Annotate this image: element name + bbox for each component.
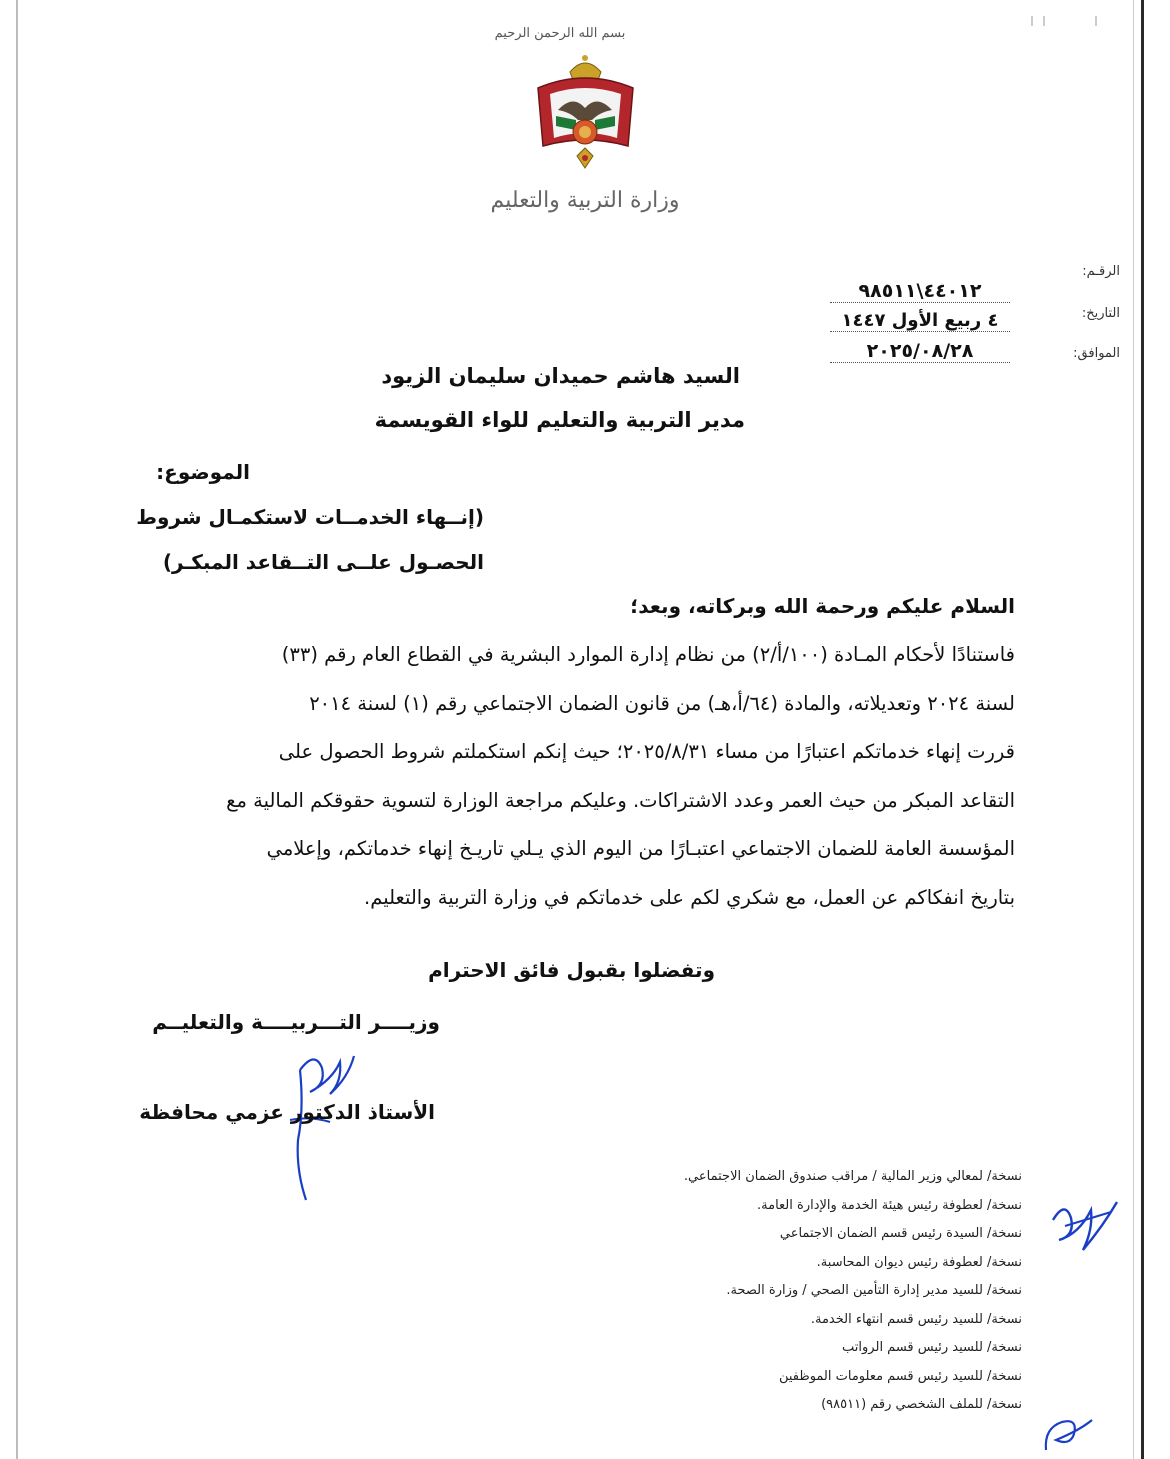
signatory-name: الأستاذ الدكتور عزمي محافظة [139, 1100, 435, 1124]
page-edge-left [16, 0, 18, 1459]
copy-item: نسخة/ لعطوفة رئيس ديوان المحاسبة. [816, 1254, 1022, 1270]
copy-item: نسخة/ للسيد رئيس قسم معلومات الموظفين [778, 1368, 1022, 1384]
body-line: لسنة ٢٠٢٤ وتعديلاته، والمادة (٦٤/أ،هـ) من قانون الضمان الاجتماعي رقم (١) لسنة ٢٠١٤ [309, 691, 1015, 715]
basmala: بسم الله الرحمن الرحيم [494, 26, 626, 41]
number-label: الرقـم: [1082, 264, 1120, 279]
number-value: ٤٤٠١٢\٩٨٥١١ [830, 280, 1010, 303]
letter-body [157, 631, 1015, 922]
subject-line-2: الحصـول علــى التــقاعد المبكـر) [162, 550, 484, 574]
date-value: ٤ ربيع الأول ١٤٤٧ [830, 310, 1010, 332]
corner-marks [1030, 14, 1110, 31]
copy-item: نسخة/ لعطوفة رئيس هيئة الخدمة والإدارة العامة. [757, 1197, 1022, 1213]
body-line: المؤسسة العامة للضمان الاجتماعي اعتبـارًا من اليوم الذي يـلي تاريـخ إنهاء خدماتكم، وإعلامي [266, 837, 1015, 860]
copy-item: نسخة/ للسيد رئيس قسم انتهاء الخدمة. [810, 1311, 1022, 1327]
body-line: فاستنادًا لأحكام المـادة (١٠٠/أ/٢) من نظام إدارة الموارد البشرية في القطاع العام رقم (٣٣) [281, 643, 1015, 666]
copy-item: نسخة/ السيدة رئيس قسم الضمان الاجتماعي [779, 1226, 1022, 1241]
greeting: السلام عليكم ورحمة الله وبركاته، وبعد؛ [630, 594, 1015, 618]
initials-mark-icon [1045, 1190, 1125, 1260]
body-line: بتاريخ انفكاكم عن العمل، مع شكري لكم على خدماتكم في وزارة التربية والتعليم. [364, 885, 1015, 909]
initials-mark-2-icon [1040, 1410, 1100, 1455]
date-label: التاريخ: [1081, 306, 1120, 321]
subject-line-1: (إنــهاء الخدمــات لاستكمـال شروط [136, 505, 484, 529]
copies-list [502, 1163, 1022, 1420]
signatory-title: وزيــــر التـــربيــــة والتعليــم [152, 1010, 440, 1034]
ministry-name: وزارة التربية والتعليم [490, 188, 680, 213]
recipient-title: مدير التربية والتعليم للواء القويسمة [374, 408, 745, 432]
corresponding-value: ٢٠٢٥/٠٨/٢٨ [830, 340, 1010, 363]
recipient-name: السيد هاشم حميدان سليمان الزيود [381, 364, 740, 388]
body-line: التقاعد المبكر من حيث العمر وعدد الاشتراكات. وعليكم مراجعة الوزارة لتسوية حقوقكم المالية مع [226, 788, 1015, 812]
page-edge-right [1141, 0, 1144, 1459]
copy-item: نسخة/ للسيد رئيس قسم الرواتب [842, 1340, 1022, 1355]
copy-item: نسخة/ لمعالي وزير المالية / مراقب صندوق الضمان الاجتماعي. [683, 1169, 1022, 1184]
closing: وتفضلوا بقبول فائق الاحترام [428, 958, 715, 982]
body-line: قررت إنهاء خدماتكم اعتبارًا من مساء ٢٠٢٥/٨/٣١؛ حيث إنكم استكملتم شروط الحصول على [278, 740, 1015, 763]
copy-item: نسخة/ للسيد مدير إدارة التأمين الصحي / وزارة الصحة. [726, 1283, 1022, 1298]
page-edge-inner [1133, 0, 1134, 1459]
subject-label: الموضوع: [156, 460, 250, 484]
copy-item: نسخة/ للملف الشخصي رقم (٩٨٥١١) [821, 1397, 1022, 1412]
corresponding-label: الموافق: [1073, 346, 1120, 361]
coat-of-arms-icon [528, 50, 643, 175]
